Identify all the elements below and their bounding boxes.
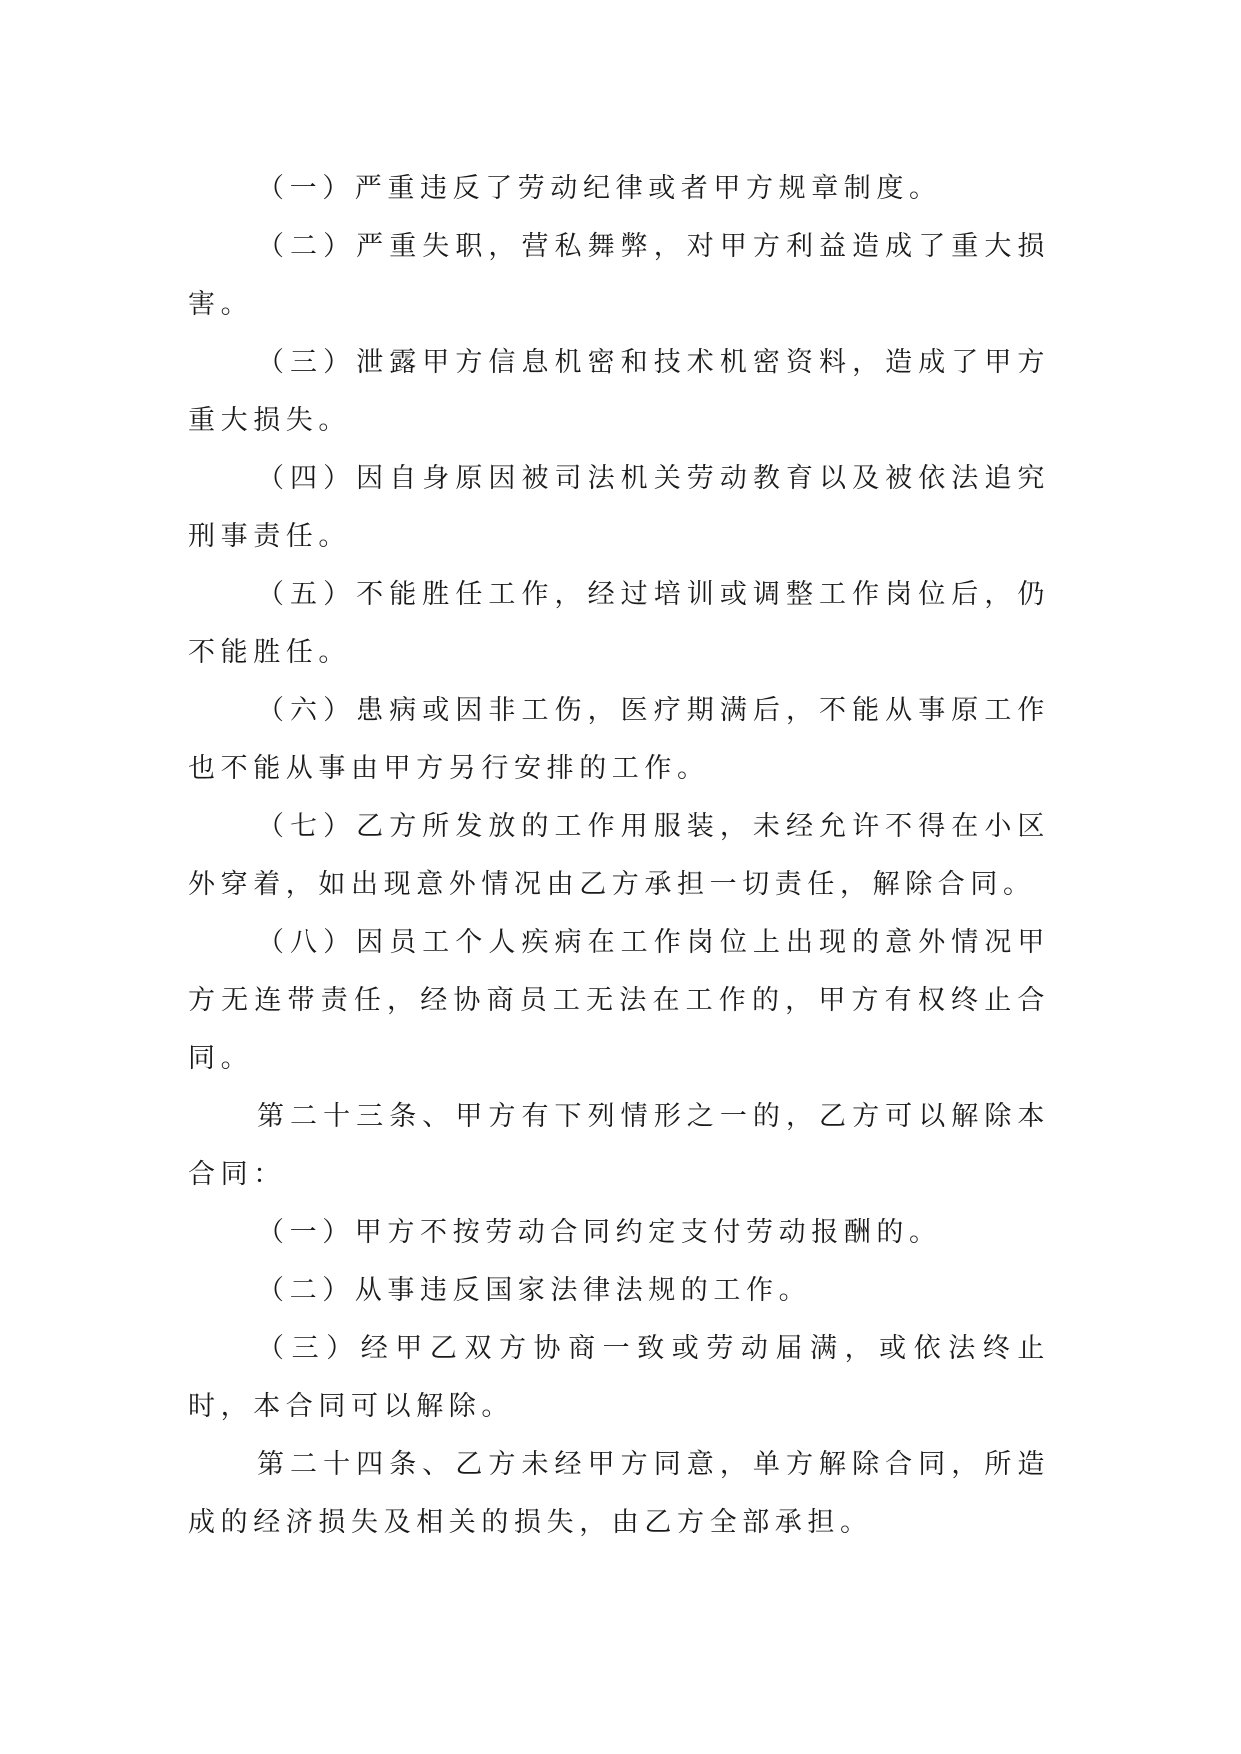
article-23-heading: 第二十三条、甲方有下列情形之一的，乙方可以解除本合同：	[188, 1101, 1050, 1190]
paragraph-item-7: （七）乙方所发放的工作用服装，未经允许不得在小区外穿着，如出现意外情况由乙方承担一切责任，解除合同。	[188, 811, 1050, 900]
article-24-paragraph: 第二十四条、乙方未经甲方同意，单方解除合同，所造成的经济损失及相关的损失，由乙方全部承担。	[188, 1449, 1050, 1538]
article-23-item-2: （二）从事违反国家法律法规的工作。	[257, 1275, 812, 1306]
document-body	[188, 160, 1050, 1552]
article-23-item-1: （一）甲方不按劳动合同约定支付劳动报酬的。	[257, 1217, 942, 1248]
paragraph-item-8: （八）因员工个人疾病在工作岗位上出现的意外情况甲方无连带责任，经协商员工无法在工作的，甲方有权终止合同。	[188, 927, 1050, 1074]
article-23-item-3: （三）经甲乙双方协商一致或劳动届满，或依法终止时，本合同可以解除。	[188, 1333, 1050, 1422]
paragraph-item-5: （五）不能胜任工作，经过培训或调整工作岗位后，仍不能胜任。	[188, 579, 1050, 668]
paragraph-item-2: （二）严重失职，营私舞弊，对甲方利益造成了重大损害。	[188, 231, 1050, 320]
paragraph-item-4: （四）因自身原因被司法机关劳动教育以及被依法追究刑事责任。	[188, 463, 1050, 552]
paragraph-item-1: （一）严重违反了劳动纪律或者甲方规章制度。	[257, 173, 942, 204]
paragraph-item-3: （三）泄露甲方信息机密和技术机密资料，造成了甲方重大损失。	[188, 347, 1050, 436]
paragraph-item-6: （六）患病或因非工伤，医疗期满后，不能从事原工作也不能从事由甲方另行安排的工作。	[188, 695, 1050, 784]
